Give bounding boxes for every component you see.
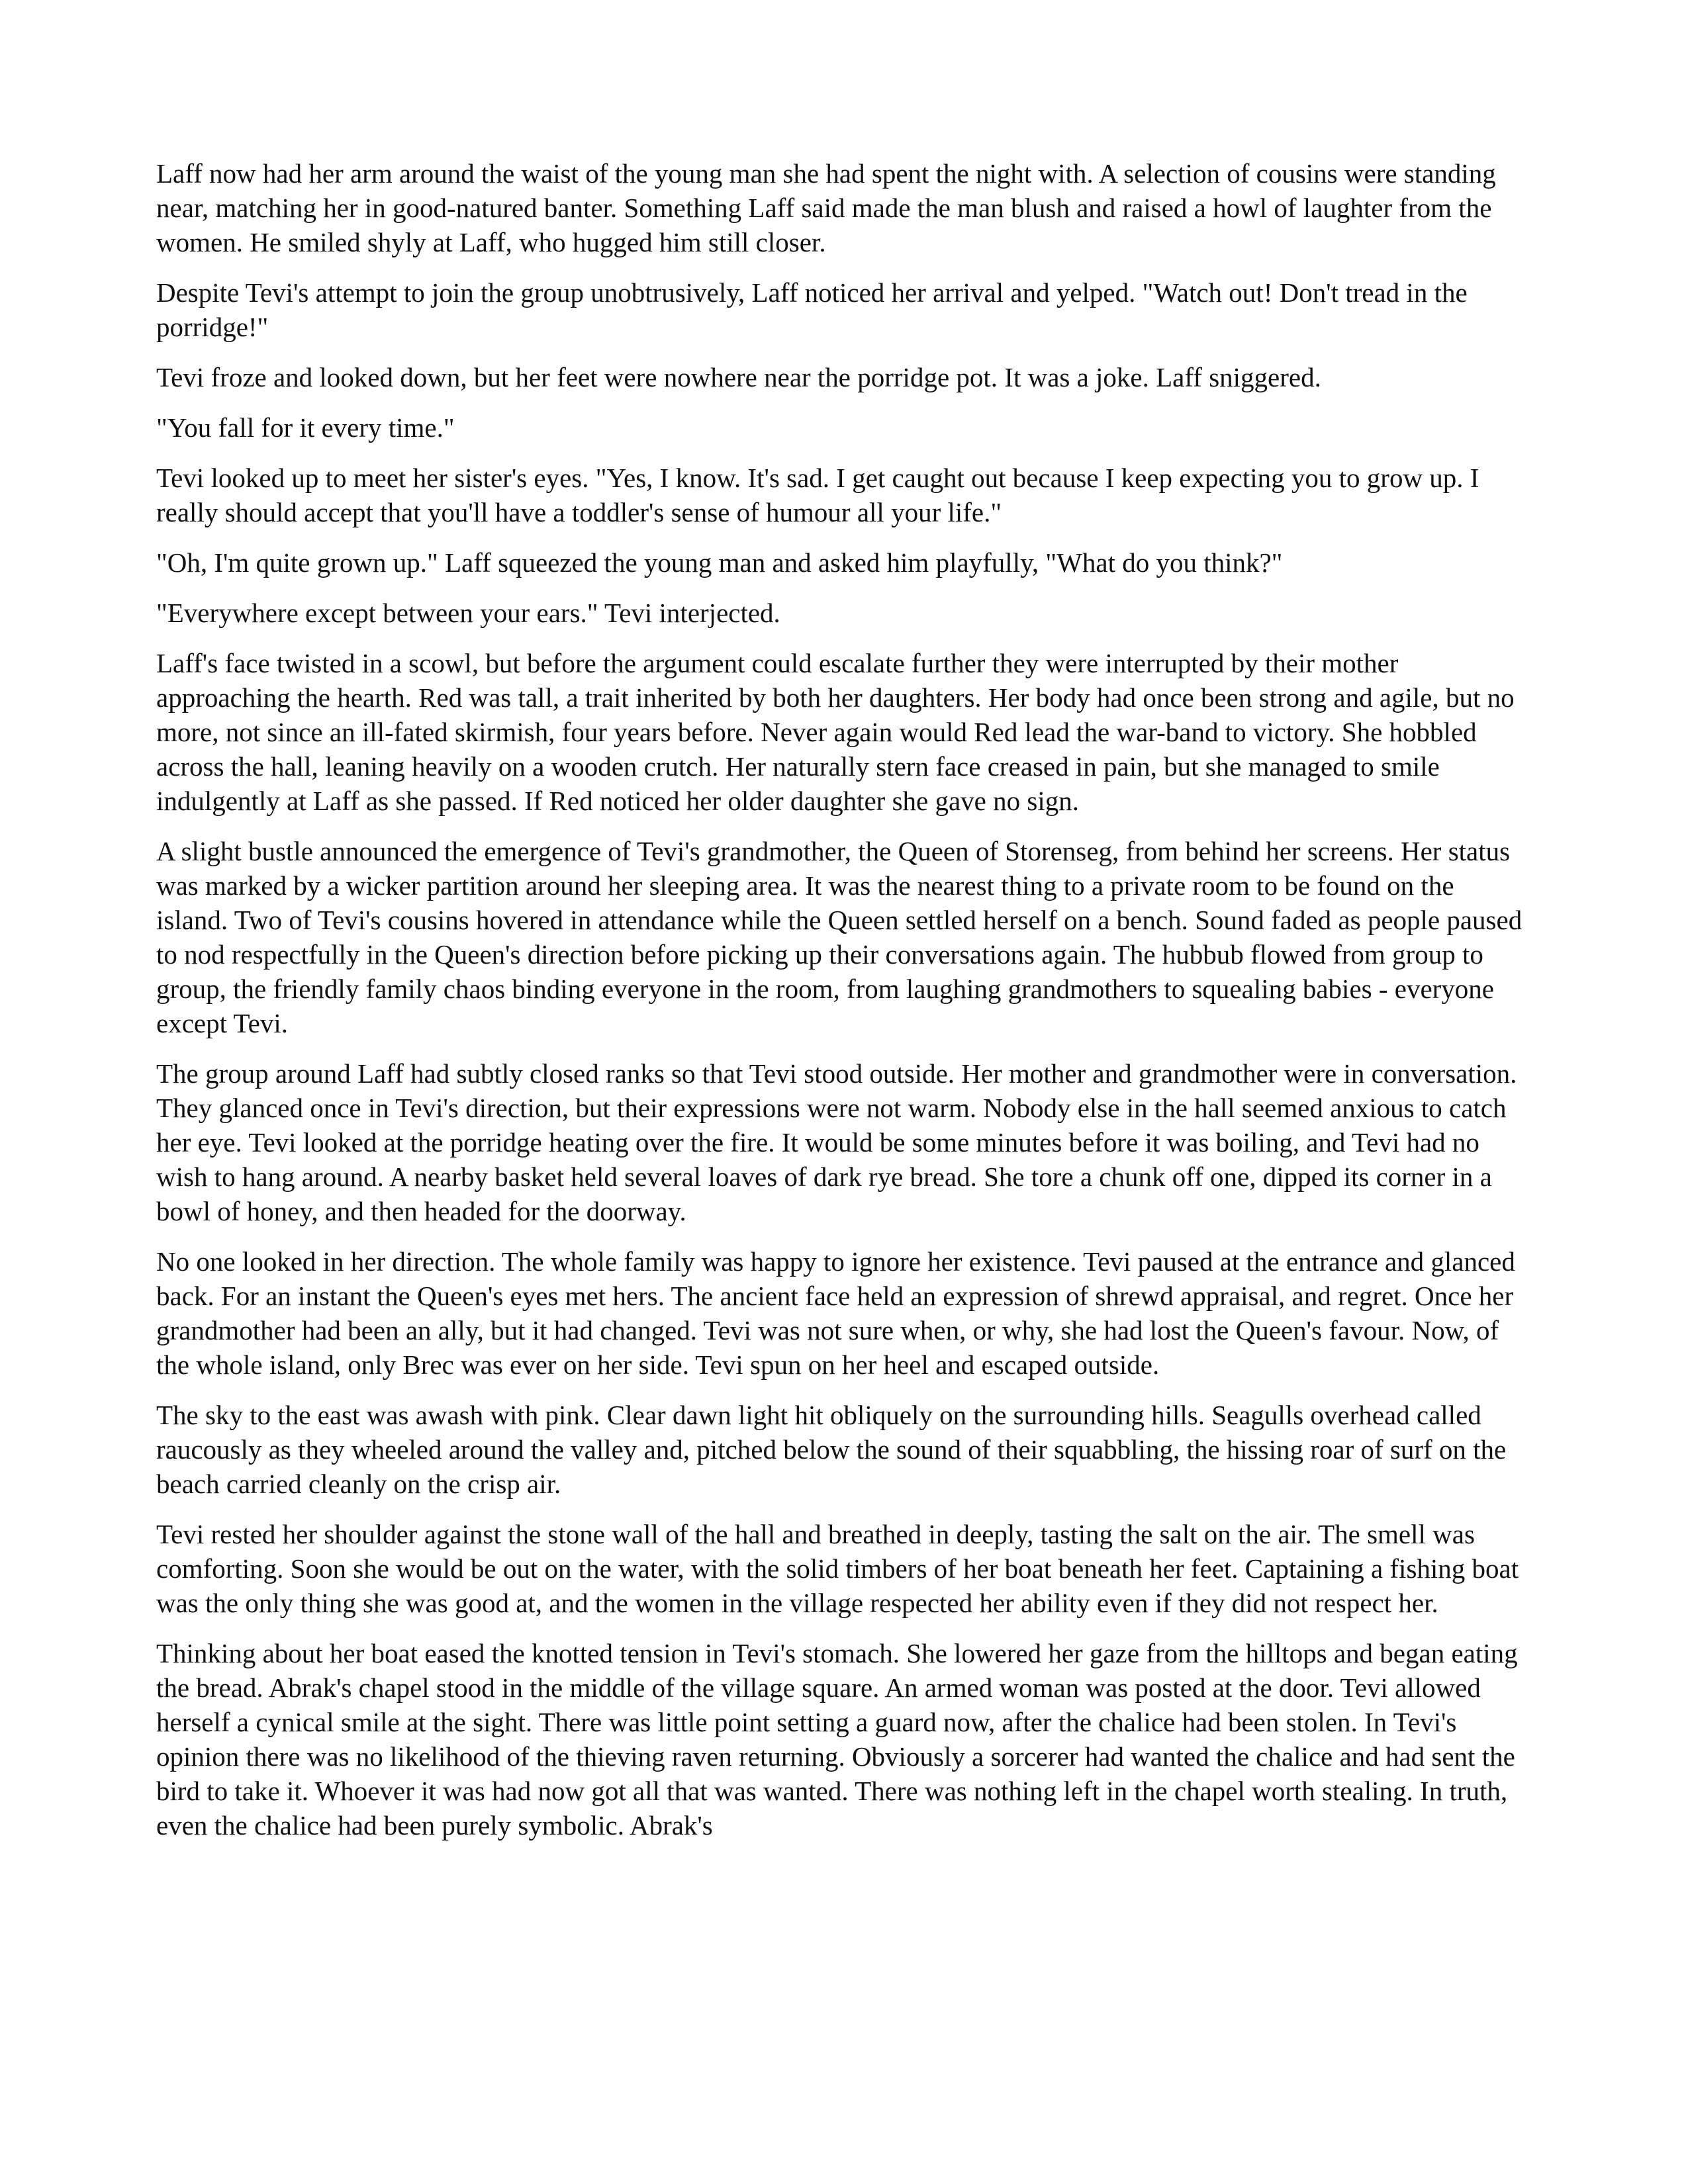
paragraph-3: Tevi froze and looked down, but her feet were nowhere near the porridge pot. It was a joke. Laff sniggered. bbox=[156, 362, 1321, 392]
paragraph-8: Laff's face twisted in a scowl, but before the argument could escalate further they were interrupted by their mother approaching the hearth. Red was tall, a trait inherited by both her daughters. Her body had once been strong and agile, but no more, not since an ill-fated skirmish, four years before. Never again would Red lead the war-band to victory. She hobbled across the hall, leaning heavily on a wooden crutch. Her naturally stern face creased in pain, but she managed to smile indulgently at Laff as she passed. If Red noticed her older daughter she gave no sign. bbox=[156, 648, 1515, 816]
paragraph-11: No one looked in her direction. The whole family was happy to ignore her existence. Tevi paused at the entrance and glanced back. For an instant the Queen's eyes met hers. The ancient face held an expression of shrewd appraisal, and regret. Once her grandmother had been an ally, but it had changed. Tevi was not sure when, or why, she had lost the Queen's favour. Now, of the whole island, only Brec was ever on her side. Tevi spun on her heel and escaped outside. bbox=[156, 1246, 1515, 1380]
paragraph-12: The sky to the east was awash with pink. Clear dawn light hit obliquely on the surrounding hills. Seagulls overhead called raucously as they wheeled around the valley and, pitched below the sound of their squabbling, the hissing roar of surf on the beach carried cleanly on the crisp air. bbox=[156, 1400, 1507, 1499]
paragraph-14: Thinking about her boat eased the knotted tension in Tevi's stomach. She lowered her gaze from the hilltops and began eating the bread. Abrak's chapel stood in the middle of the village square. An armed woman was posted at the door. Tevi allowed herself a cynical smile at the sight. There was little point setting a guard now, after the chalice had been stolen. In Tevi's opinion there was no likelihood of the thieving raven returning. Obviously a sorcerer had wanted the chalice and had sent the bird to take it. Whoever it was had now got all that was wanted. There was nothing left in the chapel worth stealing. In truth, even the chalice had been purely symbolic. Abrak's bbox=[156, 1638, 1518, 1841]
paragraph-4: "You fall for it every time." bbox=[156, 412, 455, 443]
paragraph-5: Tevi looked up to meet her sister's eyes. "Yes, I know. It's sad. I get caught out because I keep expecting you to grow up. I really should accept that you'll have a toddler's sense of humour all your life." bbox=[156, 463, 1479, 527]
paragraph-7: "Everywhere except between your ears." Tevi interjected. bbox=[156, 598, 780, 628]
paragraph-9: A slight bustle announced the emergence of Tevi's grandmother, the Queen of Storenseg, from behind her screens. Her status was marked by a wicker partition around her sleeping area. It was the nearest thing to a private room to be found on the island. Two of Tevi's cousins hovered in attendance while the Queen settled herself on a bench. Sound faded as people paused to nod respectfully in the Queen's direction before picking up their conversations again. The hubbub flowed from group to group, the friendly family chaos binding everyone in the room, from laughing grandmothers to squealing babies - everyone except Tevi. bbox=[156, 836, 1523, 1038]
document-page bbox=[156, 156, 1529, 1858]
paragraph-1: Laff now had her arm around the waist of the young man she had spent the night with. A selection of cousins were standing near, matching her in good-natured banter. Something Laff said made the man blush and raised a howl of laughter from the women. He smiled shyly at Laff, who hugged him still closer. bbox=[156, 158, 1496, 257]
paragraph-10: The group around Laff had subtly closed ranks so that Tevi stood outside. Her mother and grandmother were in conversation. They glanced once in Tevi's direction, but their expressions were not warm. Nobody else in the hall seemed anxious to catch her eye. Tevi looked at the porridge heating over the fire. It would be some minutes before it was boiling, and Tevi had no wish to hang around. A nearby basket held several loaves of dark rye bread. She tore a chunk off one, dipped its corner in a bowl of honey, and then headed for the doorway. bbox=[156, 1058, 1517, 1226]
paragraph-6: "Oh, I'm quite grown up." Laff squeezed the young man and asked him playfully, "What do you think?" bbox=[156, 547, 1283, 578]
paragraph-13: Tevi rested her shoulder against the stone wall of the hall and breathed in deeply, tasting the salt on the air. The smell was comforting. Soon she would be out on the water, with the solid timbers of her boat beneath her feet. Captaining a fishing boat was the only thing she was good at, and the women in the village respected her ability even if they did not respect her. bbox=[156, 1519, 1519, 1618]
paragraph-2: Despite Tevi's attempt to join the group unobtrusively, Laff noticed her arrival and yelped. "Watch out! Don't tread in the porridge!" bbox=[156, 277, 1468, 342]
